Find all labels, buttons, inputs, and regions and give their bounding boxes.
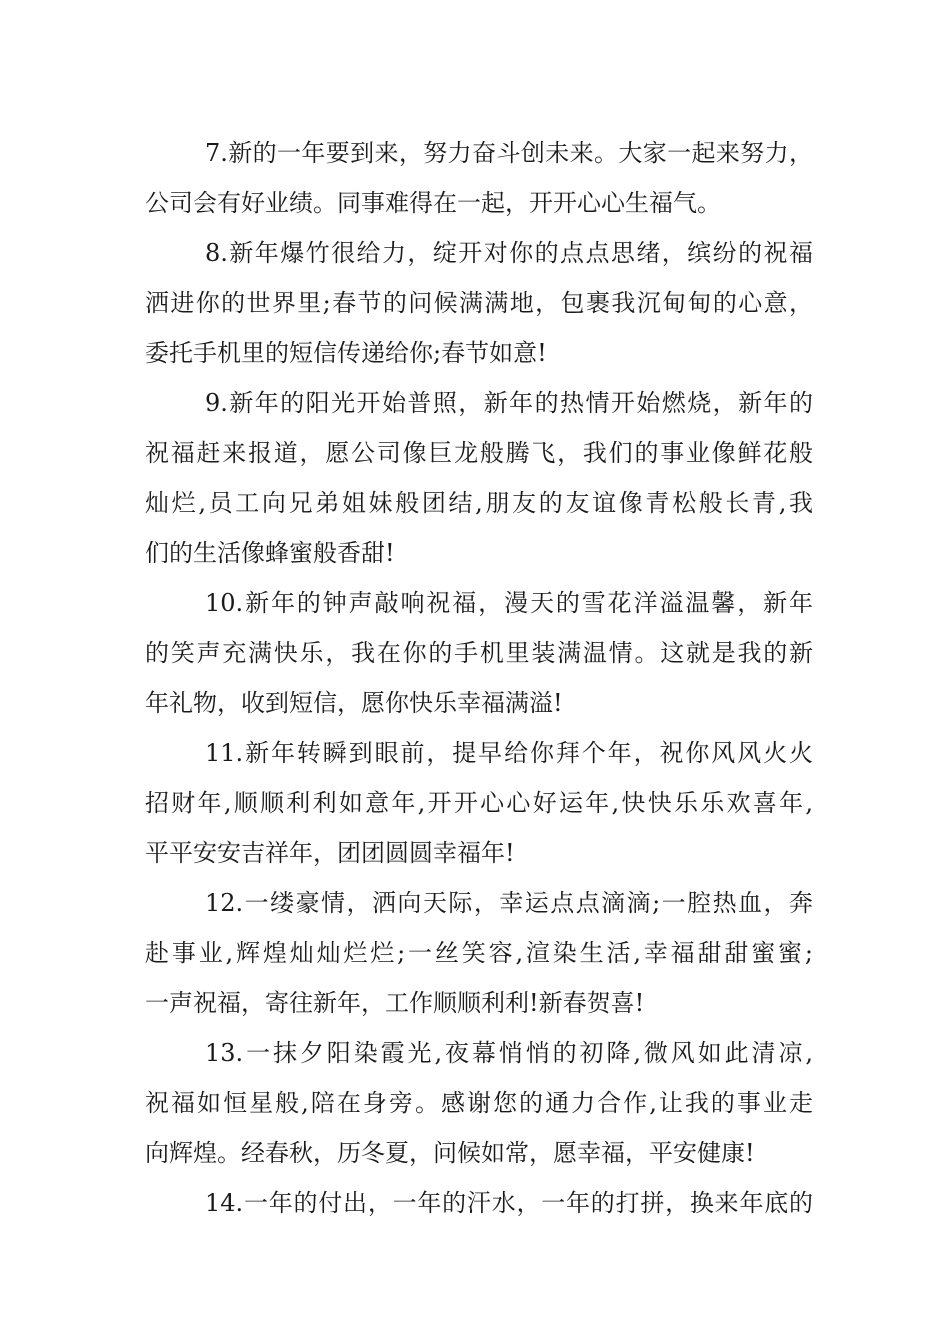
- text-line: 们的生活像蜂蜜般香甜!: [145, 539, 395, 567]
- text-line: 一声祝福，寄往新年，工作顺顺利利!新春贺喜!: [145, 989, 645, 1017]
- text-line: 8.新年爆竹很给力，绽开对你的点点思绪，缤纷的祝福: [205, 239, 813, 267]
- text-line: 9.新年的阳光开始普照，新年的热情开始燃烧，新年的: [205, 389, 813, 417]
- paragraph-14: [145, 1178, 813, 1228]
- text-line: 祝福赶来报道，愿公司像巨龙般腾飞，我们的事业像鲜花般: [145, 439, 813, 467]
- paragraph-10: [145, 578, 813, 728]
- text-line: 年礼物，收到短信，愿你快乐幸福满溢!: [145, 689, 563, 717]
- text-line: 的笑声充满快乐，我在你的手机里装满温情。这就是我的新: [145, 639, 813, 667]
- text-line: 洒进你的世界里;春节的问候满满地，包裹我沉甸甸的心意，: [145, 289, 813, 317]
- paragraph-8: [145, 228, 813, 378]
- document-body: [145, 128, 813, 1228]
- text-line: 14.一年的付出，一年的汗水，一年的打拼，换来年底的: [205, 1189, 813, 1217]
- text-line: 11.新年转瞬到眼前，提早给你拜个年，祝你风风火火: [205, 739, 813, 767]
- text-line: 公司会有好业绩。同事难得在一起，开开心心生福气。: [145, 189, 721, 217]
- paragraph-11: [145, 728, 813, 878]
- text-line: 向辉煌。经春秋，历冬夏，问候如常，愿幸福，平安健康!: [145, 1139, 755, 1167]
- text-line: 7.新的一年要到来，努力奋斗创未来。大家一起来努力，: [205, 139, 813, 167]
- text-line: 赴事业,辉煌灿灿烂烂;一丝笑容,渲染生活,幸福甜甜蜜蜜;: [145, 939, 813, 967]
- text-line: 灿烂,员工向兄弟姐妹般团结,朋友的友谊像青松般长青,我: [145, 489, 813, 517]
- paragraph-9: [145, 378, 813, 578]
- text-line: 委托手机里的短信传递给你;春节如意!: [145, 339, 547, 367]
- text-line: 招财年,顺顺利利如意年,开开心心好运年,快快乐乐欢喜年,: [145, 789, 813, 817]
- text-line: 12.一缕豪情，洒向天际，幸运点点滴滴;一腔热血，奔: [205, 889, 813, 917]
- text-line: 平平安安吉祥年，团团圆圆幸福年!: [145, 839, 515, 867]
- text-line: 13.一抹夕阳染霞光,夜幕悄悄的初降,微风如此清凉,: [205, 1039, 813, 1067]
- paragraph-7: [145, 128, 813, 228]
- paragraph-13: [145, 1028, 813, 1178]
- text-line: 10.新年的钟声敲响祝福，漫天的雪花洋溢温馨，新年: [205, 589, 813, 617]
- paragraph-12: [145, 878, 813, 1028]
- text-line: 祝福如恒星般,陪在身旁。感谢您的通力合作,让我的事业走: [145, 1089, 813, 1117]
